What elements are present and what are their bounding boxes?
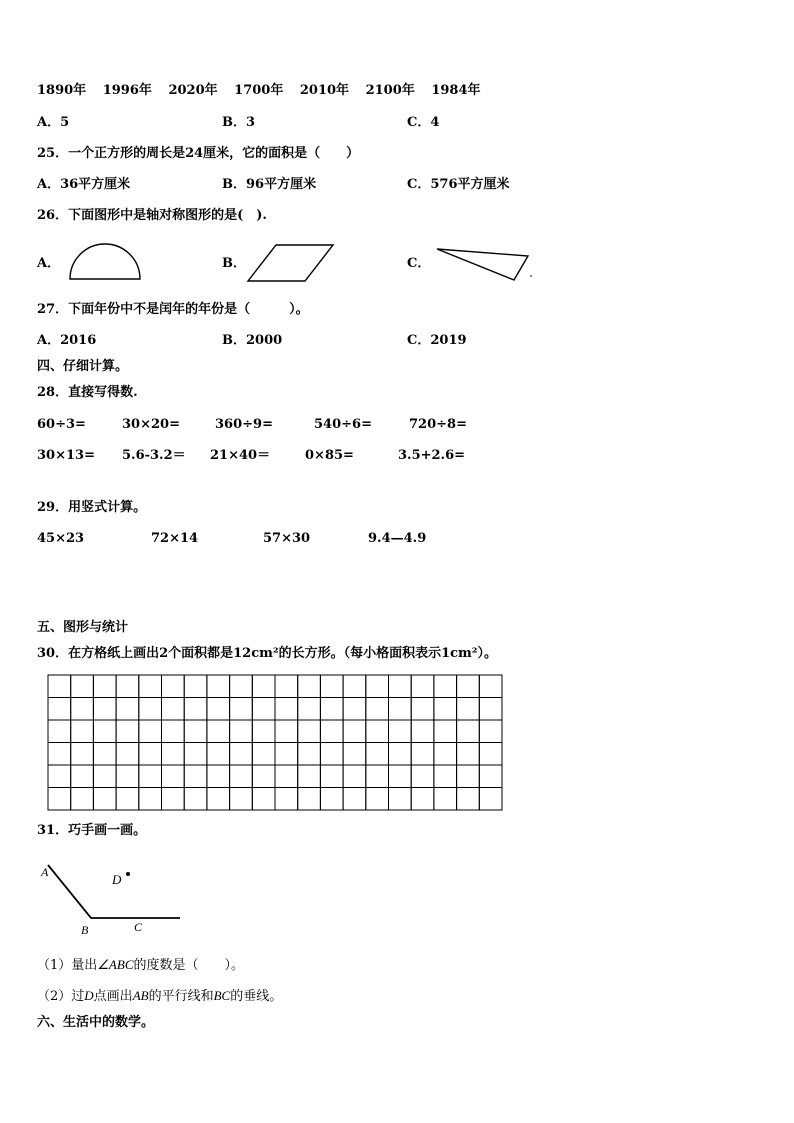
q31-stem: 31．巧手画一画。 (37, 823, 147, 838)
grid-cell[interactable] (411, 765, 434, 788)
grid-cell[interactable] (48, 765, 71, 788)
q26-option-a: A． (37, 256, 61, 271)
grid-cell[interactable] (366, 698, 389, 721)
grid-cell[interactable] (298, 743, 321, 766)
grid-cell[interactable] (298, 698, 321, 721)
grid-cell[interactable] (139, 788, 162, 811)
grid-cell[interactable] (184, 765, 207, 788)
grid-cell[interactable] (411, 675, 434, 698)
grid-cell[interactable] (343, 788, 366, 811)
grid-cell[interactable] (275, 675, 298, 698)
q31-sub2-text: 的平行线和 (148, 989, 214, 1004)
grid-cell[interactable] (116, 675, 139, 698)
grid-cell[interactable] (252, 765, 275, 788)
grid-cell[interactable] (411, 788, 434, 811)
grid-cell[interactable] (389, 675, 412, 698)
grid-cell[interactable] (479, 788, 502, 811)
grid-cell[interactable] (116, 743, 139, 766)
grid-cell[interactable] (139, 675, 162, 698)
calc-item: 30×13= (37, 448, 95, 463)
grid-cell[interactable] (184, 675, 207, 698)
grid-cell[interactable] (207, 675, 230, 698)
grid-cell[interactable] (366, 788, 389, 811)
point-c-label: C (134, 920, 143, 934)
grid-cell[interactable] (457, 765, 480, 788)
grid-cell[interactable] (162, 743, 185, 766)
q30-stem: 30．在方格纸上画出2个面积都是12cm²的长方形。（每小格面积表示1cm²）。 (37, 646, 498, 661)
q26-option-b: B． (222, 256, 246, 271)
grid-cell[interactable] (230, 788, 253, 811)
grid-cell[interactable] (252, 788, 275, 811)
grid-cell[interactable] (366, 675, 389, 698)
grid-cell[interactable] (457, 675, 480, 698)
grid-cell[interactable] (298, 765, 321, 788)
square-grid-paper[interactable] (47, 674, 503, 811)
grid-cell[interactable] (162, 698, 185, 721)
semicircle-shape (68, 240, 142, 282)
q29-stem: 29．用竖式计算。 (37, 500, 147, 515)
triangle-shape (434, 246, 534, 282)
calc-item: 540÷6= (314, 417, 372, 432)
grid-cell[interactable] (275, 788, 298, 811)
section4-title: 四、仔细计算。 (37, 359, 129, 374)
grid-cell[interactable] (139, 743, 162, 766)
grid-cell[interactable] (162, 720, 185, 743)
calc-item: 30×20= (122, 417, 180, 432)
grid-cell[interactable] (320, 675, 343, 698)
year-item: 1700年 (234, 83, 284, 98)
q31-sub1-prefix: （1）量出 (37, 958, 98, 973)
q27-stem: 27．下面年份中不是闰年的年份是（ ）。 (37, 302, 309, 317)
grid-cell[interactable] (93, 765, 116, 788)
q31-sub1 (37, 957, 244, 974)
grid-cell[interactable] (116, 765, 139, 788)
grid-cell[interactable] (230, 765, 253, 788)
grid-cell[interactable] (343, 698, 366, 721)
q27-option-c: C．2019 (407, 333, 467, 348)
grid-cell[interactable] (93, 698, 116, 721)
grid-cell[interactable] (252, 675, 275, 698)
grid-cell[interactable] (116, 720, 139, 743)
grid-cell[interactable] (434, 765, 457, 788)
grid-cell[interactable] (116, 788, 139, 811)
q25-option-b: B．96平方厘米 (222, 177, 317, 192)
grid-cell[interactable] (230, 698, 253, 721)
grid-cell[interactable] (230, 675, 253, 698)
grid-cell[interactable] (116, 698, 139, 721)
grid-cell[interactable] (230, 743, 253, 766)
grid-cell[interactable] (93, 788, 116, 811)
grid-cell[interactable] (366, 720, 389, 743)
grid-cell[interactable] (320, 743, 343, 766)
segment-bc-ref: BC (213, 988, 231, 1003)
grid-cell[interactable] (184, 698, 207, 721)
vertical-calc-item: 57×30 (263, 531, 311, 546)
grid-cell[interactable] (207, 743, 230, 766)
calc-item: 360÷9= (215, 417, 273, 432)
grid-cell[interactable] (479, 743, 502, 766)
calc-item: 60÷3= (37, 417, 86, 432)
q31-sub2 (37, 988, 282, 1005)
grid-cell[interactable] (298, 720, 321, 743)
grid-cell[interactable] (207, 765, 230, 788)
grid-cell[interactable] (184, 788, 207, 811)
q28-stem: 28．直接写得数. (37, 385, 138, 400)
q24-option-c: C．4 (407, 115, 440, 130)
grid-cell[interactable] (343, 720, 366, 743)
q27-option-a: A．2016 (37, 333, 97, 348)
year-item: 2020年 (168, 83, 218, 98)
grid-cell[interactable] (162, 675, 185, 698)
q31-sub2-prefix: （2）过 (37, 989, 85, 1004)
calc-item: 720÷8= (409, 417, 467, 432)
grid-cell[interactable] (479, 765, 502, 788)
grid-cell[interactable] (343, 765, 366, 788)
grid-cell[interactable] (252, 720, 275, 743)
grid-cell[interactable] (162, 765, 185, 788)
parallelogram-shape (246, 242, 336, 282)
grid-cell[interactable] (411, 698, 434, 721)
q25-option-a: A．36平方厘米 (37, 177, 131, 192)
q25-stem: 25．一个正方形的周长是24厘米，它的面积是（ ） (37, 146, 360, 161)
grid-cell[interactable] (434, 720, 457, 743)
grid-cell[interactable] (139, 698, 162, 721)
grid-cell[interactable] (479, 720, 502, 743)
grid-cell[interactable] (434, 743, 457, 766)
vertical-calc-item: 72×14 (151, 531, 199, 546)
grid-cell[interactable] (343, 743, 366, 766)
q26-option-c: C． (407, 256, 431, 271)
grid-cell[interactable] (366, 765, 389, 788)
calc-item: 5.6-3.2＝ (122, 448, 186, 463)
point-b-label: B (81, 923, 89, 937)
calc-item: 0×85= (305, 448, 354, 463)
grid-cell[interactable] (48, 698, 71, 721)
section6-title: 六、生活中的数学。 (37, 1015, 155, 1030)
grid-cell[interactable] (48, 788, 71, 811)
grid-cell[interactable] (389, 720, 412, 743)
grid-cell[interactable] (411, 743, 434, 766)
segment-ab-ref: AB (132, 988, 149, 1003)
q25-option-c: C．576平方厘米 (407, 177, 510, 192)
grid-cell[interactable] (71, 743, 94, 766)
grid-cell[interactable] (457, 720, 480, 743)
grid-cell[interactable] (366, 743, 389, 766)
grid-cell[interactable] (457, 698, 480, 721)
grid-cell[interactable] (207, 788, 230, 811)
q24-option-a: A．5 (37, 115, 70, 130)
angle-abc-symbol: ∠ABC (97, 957, 134, 972)
grid-cell[interactable] (71, 788, 94, 811)
grid-cell[interactable] (71, 698, 94, 721)
grid-cell[interactable] (184, 743, 207, 766)
q24-option-b: B．3 (222, 115, 256, 130)
grid-cell[interactable] (457, 788, 480, 811)
vertical-calc-item: 45×23 (37, 531, 85, 546)
grid-cell[interactable] (479, 675, 502, 698)
grid-cell[interactable] (320, 720, 343, 743)
q31-sub1-suffix: 的度数是（ ）。 (133, 958, 245, 973)
grid-cell[interactable] (207, 720, 230, 743)
grid-cell[interactable] (411, 720, 434, 743)
grid-cell[interactable] (343, 675, 366, 698)
q31-sub2-suffix: 的垂线。 (230, 989, 283, 1004)
grid-cell[interactable] (93, 675, 116, 698)
grid-cell[interactable] (320, 788, 343, 811)
grid-cell[interactable] (139, 765, 162, 788)
grid-cell[interactable] (207, 698, 230, 721)
year-item: 1984年 (431, 83, 481, 98)
grid-cell[interactable] (298, 675, 321, 698)
years-line (37, 83, 481, 99)
grid-cell[interactable] (48, 743, 71, 766)
grid-cell[interactable] (275, 765, 298, 788)
grid-cell[interactable] (320, 698, 343, 721)
grid-cell[interactable] (389, 743, 412, 766)
grid-cell[interactable] (93, 743, 116, 766)
grid-cell[interactable] (252, 743, 275, 766)
point-d-label: D (112, 872, 122, 887)
grid-cell[interactable] (389, 765, 412, 788)
year-item: 1996年 (102, 83, 152, 98)
year-item: 1890年 (37, 83, 87, 98)
grid-cell[interactable] (252, 698, 275, 721)
grid-cell[interactable] (457, 743, 480, 766)
grid-cell[interactable] (162, 788, 185, 811)
calc-item: 3.5+2.6= (398, 448, 466, 463)
grid-cell[interactable] (389, 788, 412, 811)
q27-option-b: B．2000 (222, 333, 283, 348)
year-item: 2010年 (299, 83, 350, 98)
grid-cell[interactable] (48, 720, 71, 743)
grid-cell[interactable] (434, 675, 457, 698)
grid-cell[interactable] (275, 698, 298, 721)
grid-cell[interactable] (71, 675, 94, 698)
q26-stem: 26．下面图形中是轴对称图形的是( ). (37, 208, 267, 223)
q31-sub2-text: 点画出 (93, 989, 133, 1004)
grid-cell[interactable] (275, 743, 298, 766)
grid-cell[interactable] (184, 720, 207, 743)
grid-cell[interactable] (93, 720, 116, 743)
grid-cell[interactable] (298, 788, 321, 811)
calc-item: 21×40＝ (210, 448, 271, 463)
grid-cell[interactable] (139, 720, 162, 743)
point-d-ref: D (84, 988, 94, 1003)
grid-cell[interactable] (275, 720, 298, 743)
grid-cell[interactable] (230, 720, 253, 743)
grid-cell[interactable] (48, 675, 71, 698)
point-a-label: A (41, 865, 49, 879)
grid-cell[interactable] (71, 720, 94, 743)
grid-cell[interactable] (434, 788, 457, 811)
grid-cell[interactable] (479, 698, 502, 721)
year-item: 2100年 (365, 83, 415, 98)
vertical-calc-item: 9.4—4.9 (368, 531, 427, 546)
grid-cell[interactable] (320, 765, 343, 788)
grid-cell[interactable] (71, 765, 94, 788)
grid-cell[interactable] (389, 698, 412, 721)
section5-title: 五、图形与统计 (37, 620, 129, 635)
grid-cell[interactable] (434, 698, 457, 721)
